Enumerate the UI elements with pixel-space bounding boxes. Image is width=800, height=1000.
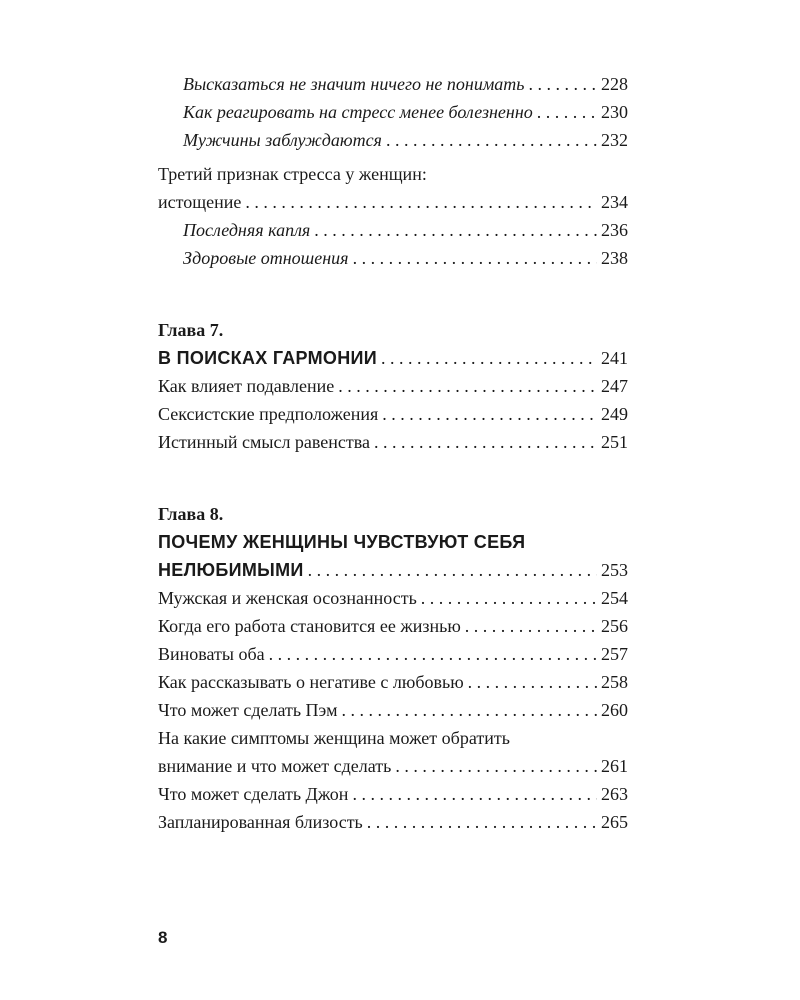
- chapter-8-heading: [158, 556, 628, 584]
- toc-entry-page: 257: [601, 644, 628, 664]
- toc-entry-title: Истинный смысл равенства: [158, 432, 371, 452]
- toc-entry: [158, 808, 628, 836]
- dot-leader: [386, 126, 597, 154]
- toc-entry: [158, 126, 628, 154]
- chapter-8-page: 253: [601, 560, 628, 580]
- toc-entry-page: 247: [601, 376, 628, 396]
- toc-entry: [158, 216, 628, 244]
- dot-leader: [381, 344, 597, 372]
- toc-entry-title: Что может сделать Джон: [158, 784, 349, 804]
- toc-entry-page: 238: [601, 248, 628, 268]
- toc-entry-title: Сексистские предположения: [158, 404, 379, 424]
- toc-entry-page: 249: [601, 404, 628, 424]
- toc-entry-page: 230: [601, 102, 628, 122]
- chapter-7-label: Глава 7.: [158, 320, 224, 340]
- toc-entry: [158, 70, 628, 98]
- toc-entry: [158, 752, 628, 780]
- toc-entry: [158, 98, 628, 126]
- toc-entry: [158, 780, 628, 808]
- toc-entry-page: 251: [601, 432, 628, 452]
- toc-entry: [158, 244, 628, 272]
- toc-entry: [158, 696, 628, 724]
- toc-entry-page: 232: [601, 130, 628, 150]
- page-number: 8: [158, 928, 168, 947]
- dot-leader: [395, 752, 597, 780]
- toc-entry-title: Что может сделать Пэм: [158, 700, 338, 720]
- toc-entry-title: Как реагировать на стресс менее болезненно: [183, 102, 533, 122]
- toc-entry: [158, 640, 628, 668]
- section-heading-line2: истощение: [158, 192, 242, 212]
- toc-entry-title: Мужчины заблуждаются: [183, 130, 382, 150]
- toc-entry-page: 228: [601, 74, 628, 94]
- toc-entry-page: 258: [601, 672, 628, 692]
- dot-leader: [314, 216, 597, 244]
- toc-entry-page: 265: [601, 812, 628, 832]
- toc-entry-title: Виноваты оба: [158, 644, 265, 664]
- chapter-7-title: В ПОИСКАХ ГАРМОНИИ: [158, 348, 377, 368]
- toc-entry-page: 236: [601, 220, 628, 240]
- toc-entry: [158, 400, 628, 428]
- toc-entry: [158, 372, 628, 400]
- toc-entry-page: 256: [601, 616, 628, 636]
- toc-entry: [158, 668, 628, 696]
- table-of-contents: [158, 70, 628, 836]
- section-page: 234: [601, 192, 628, 212]
- toc-entry-title-line1: На какие симптомы женщина может обратить: [158, 728, 510, 748]
- toc-entry-title: Когда его работа становится ее жизнью: [158, 616, 461, 636]
- dot-leader: [468, 668, 597, 696]
- toc-entry-page: 263: [601, 784, 628, 804]
- toc-entry-title-line2: внимание и что может сделать: [158, 756, 392, 776]
- dot-leader: [465, 612, 597, 640]
- dot-leader: [382, 400, 597, 428]
- toc-entry-title: Как рассказывать о негативе с любовью: [158, 672, 464, 692]
- dot-leader: [421, 584, 597, 612]
- dot-leader: [529, 70, 598, 98]
- toc-entry: [158, 584, 628, 612]
- chapter-7-page: 241: [601, 348, 628, 368]
- dot-leader: [537, 98, 597, 126]
- dot-leader: [352, 780, 597, 808]
- dot-leader: [308, 556, 597, 584]
- toc-entry-title: Здоровые отношения: [183, 248, 349, 268]
- dot-leader: [353, 244, 597, 272]
- toc-entry-title: Последняя капля: [183, 220, 311, 240]
- chapter-8-label: Глава 8.: [158, 504, 224, 524]
- dot-leader: [269, 640, 597, 668]
- toc-entry-page: 260: [601, 700, 628, 720]
- toc-entry-title: Высказаться не значит ничего не понимать: [183, 74, 525, 94]
- toc-entry: [158, 428, 628, 456]
- dot-leader: [338, 372, 597, 400]
- chapter-8-title-line1: ПОЧЕМУ ЖЕНЩИНЫ ЧУВСТВУЮТ СЕБЯ: [158, 532, 526, 552]
- toc-entry-title: Мужская и женская осознанность: [158, 588, 417, 608]
- dot-leader: [245, 188, 597, 216]
- toc-entry-title: Как влияет подавление: [158, 376, 335, 396]
- dot-leader: [374, 428, 597, 456]
- section-heading: [158, 188, 628, 216]
- toc-entry-page: 254: [601, 588, 628, 608]
- dot-leader: [367, 808, 597, 836]
- toc-entry-page: 261: [601, 756, 628, 776]
- toc-entry: [158, 612, 628, 640]
- toc-entry-title: Запланированная близость: [158, 812, 363, 832]
- dot-leader: [342, 696, 598, 724]
- chapter-7-heading: [158, 344, 628, 372]
- chapter-8-title-line2: НЕЛЮБИМЫМИ: [158, 560, 304, 580]
- section-heading-line1: Третий признак стресса у женщин:: [158, 164, 427, 184]
